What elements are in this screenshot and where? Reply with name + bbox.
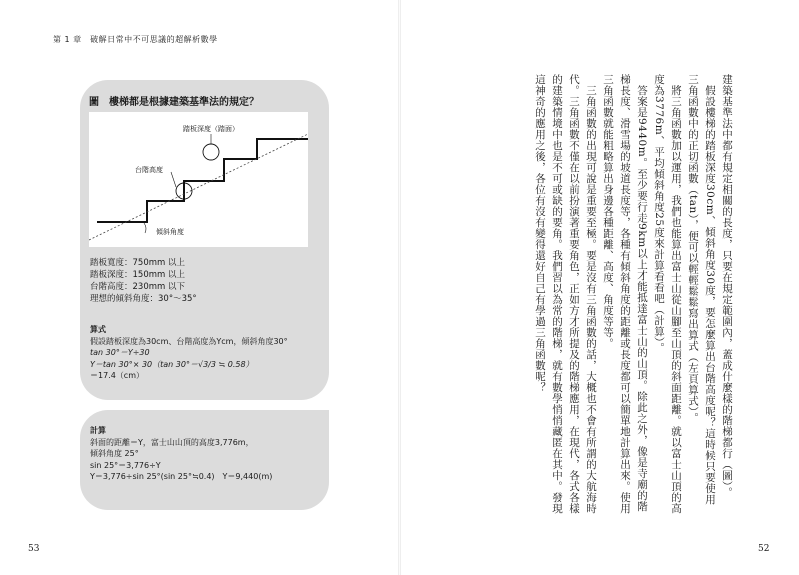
spec-tread-width: 踏板寬度：750mm 以上 (90, 258, 185, 268)
page-number-right: 52 (758, 544, 770, 554)
calculation-line: Y＝3,776÷sin 25°(sin 25°≒0.4) Y＝9,440(m) (90, 472, 273, 481)
formula-line: 假設踏板深度為30cm、台階高度為Ycm，傾斜角度30° (90, 336, 288, 346)
riser-label: 台階高度 (135, 166, 163, 174)
body-paragraph: 建築基準法中都有規定相關的長度，只要在規定範圍內，蓋成什麼樣的階梯都行（圖）。 (721, 74, 733, 498)
spec-riser-height: 台階高度：230mm 以下 (90, 282, 185, 292)
formula-heading: 算式 (90, 325, 106, 334)
stair-diagram (89, 112, 308, 247)
chapter-header: 第 1 章 破解日常中不可思議的超解析數學 (53, 35, 218, 44)
book-gutter (398, 0, 401, 575)
formula-line: Y＝tan 30°× 30（tan 30°＝√3/3 ≒ 0.58） (90, 359, 254, 369)
calculation-block (90, 425, 272, 483)
calculation-line: 傾斜角度 25° (90, 449, 139, 458)
body-paragraph: 假設樓梯的踏板深度30cm、傾斜角度30度，要怎麼算出台階高度呢？這時候只要使用三角函數中的正切函數（tan），便可以輕輕鬆鬆寫出算式（左頁算式）。 (687, 74, 716, 505)
body-paragraph: 三角函數的出現可說是重要至極。要是沒有三角函數的話，大概也不會有所謂的大航海時代。三角函數不僅在以前扮演著重要角色，正如方才所提及的階梯應用，在現代，各式各樣的建築情境中也是不可或缺的要角。我們習以為常的階梯，就有數學悄悄藏匿在其中。發現這神奇的應用之後，各位有沒有變得還好自己有學過三角函數呢？ (534, 74, 597, 514)
formula-block (90, 324, 288, 382)
figure-title: 圖 樓梯都是根據建築基準法的規定？ (89, 97, 259, 108)
page-number-left: 53 (28, 544, 40, 554)
stair-specs (90, 257, 197, 305)
formula-line: tan 30°＝Y÷30 (90, 348, 150, 357)
calculation-heading: 計算 (90, 426, 106, 435)
body-text (440, 74, 735, 514)
body-paragraph: 將三角函數加以運用，我們也能算出富士山從山腳至山頂的斜面距離。就以富士山頂的高度為3776m、平均傾斜角度25度來計算看看吧（計算）。 (653, 74, 682, 514)
stair-diagram-svg (89, 112, 308, 247)
spec-tread-depth: 踏板深度：150mm 以上 (90, 270, 185, 280)
body-paragraph: 答案是9440m。至少要行走9km以上才能抵達富士山的山頂。除此之外，像是寺廟的階梯長度、滑雪場的坡道長度等，各種有傾斜角度的距離或長度都可以簡單地計算出來。使用三角函數就能粗略算出身邊各種距離、高度、角度等等。 (602, 74, 648, 514)
formula-line: ＝17.4（cm） (90, 371, 145, 380)
calculation-line: 斜面的距離＝Y，富士山山頂的高度3,776m， (90, 437, 254, 447)
spec-ideal-angle: 理想的傾斜角度：30°～35° (90, 294, 197, 304)
tread-label: 踏板深度（踏面） (183, 125, 239, 133)
calculation-line: sin 25°＝3,776÷Y (90, 460, 161, 470)
angle-label: 傾斜角度 (156, 228, 184, 236)
